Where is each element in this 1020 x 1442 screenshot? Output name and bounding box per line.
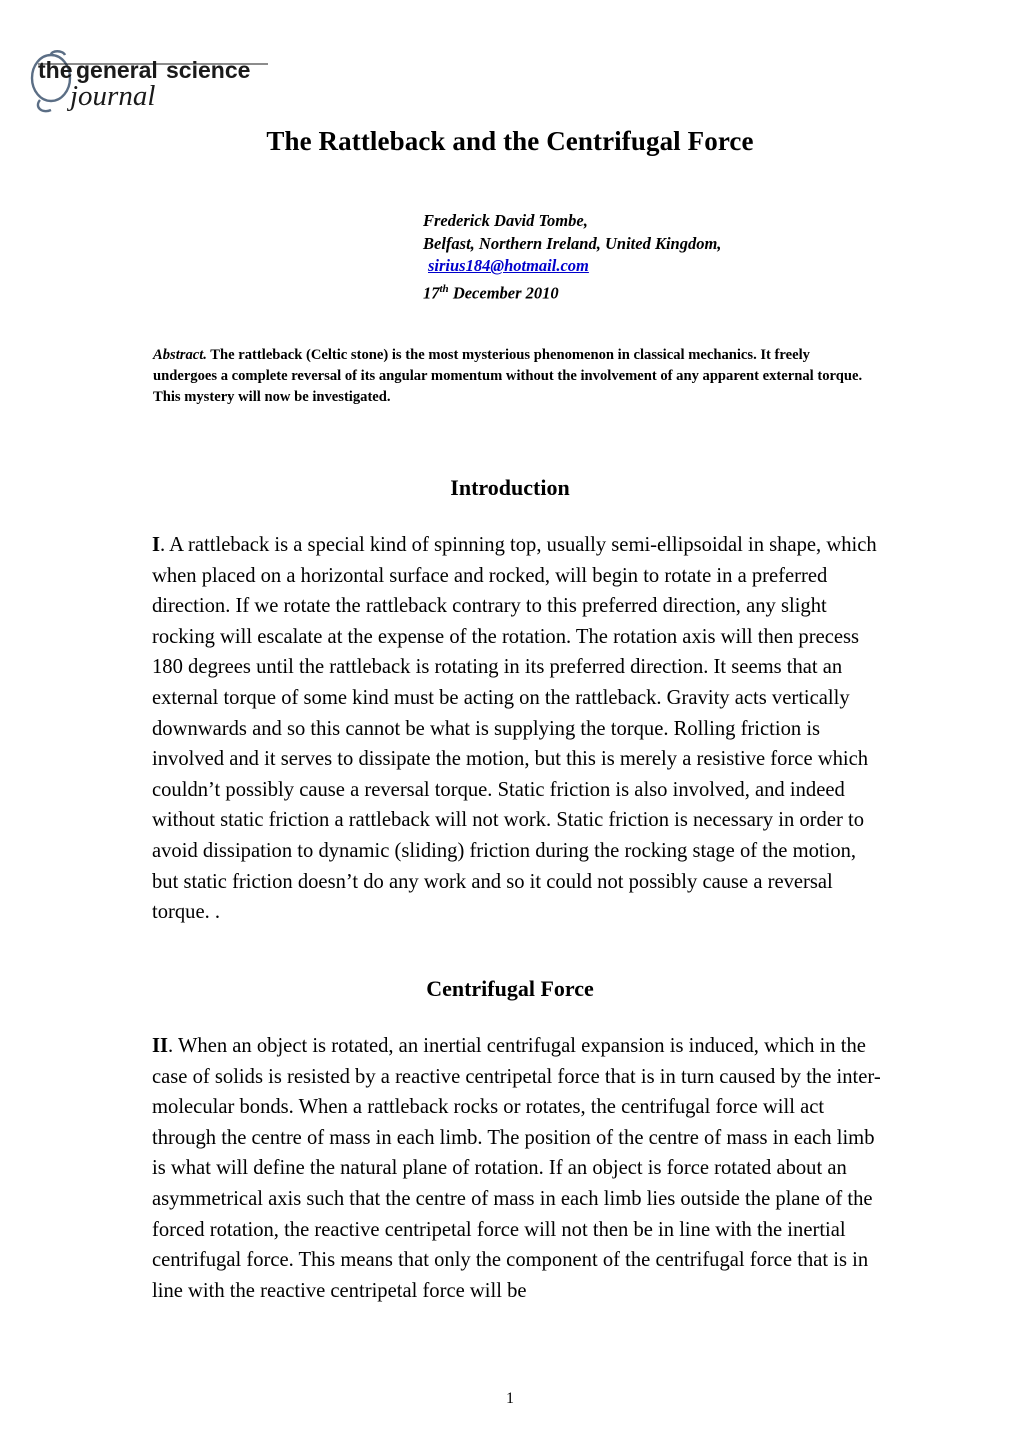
publication-date bbox=[423, 278, 943, 305]
author-email-line bbox=[423, 255, 943, 278]
page-title: The Rattleback and the Centrifugal Force bbox=[266, 126, 754, 156]
abstract-label: Abstract. bbox=[153, 347, 207, 363]
page-number: 1 bbox=[506, 1390, 514, 1407]
section-heading-centrifugal-force: Centrifugal Force bbox=[426, 976, 594, 1001]
abstract-text: The rattleback (Celtic stone) is the most mysterious phenomenon in classical mechanics. It freely undergoes a complete reversal of its angular momentum without the involvement of any apparent external torque. This mystery will now be investigated. bbox=[153, 347, 863, 405]
author-block bbox=[423, 210, 943, 305]
svg-text:journal: journal bbox=[70, 80, 156, 112]
section-body-centrifugal-force bbox=[152, 1031, 887, 1306]
author-email-link[interactable]: sirius184@hotmail.com bbox=[428, 256, 589, 276]
author-name: Frederick David Tombe, bbox=[423, 211, 588, 230]
date-month-year: December 2010 bbox=[448, 283, 559, 303]
paragraph-number-1: I bbox=[152, 534, 161, 556]
section-body-introduction bbox=[152, 530, 887, 928]
svg-text:general: general bbox=[76, 57, 158, 83]
paragraph-number-2: II bbox=[152, 1035, 169, 1057]
section-heading-introduction: Introduction bbox=[450, 475, 570, 500]
svg-text:science: science bbox=[166, 57, 251, 83]
journal-logo bbox=[18, 48, 288, 116]
abstract-paragraph bbox=[153, 345, 871, 408]
author-affiliation: Belfast, Northern Ireland, United Kingdom, bbox=[423, 233, 722, 253]
date-ordinal-suffix: th bbox=[439, 282, 449, 295]
date-day: 17 bbox=[423, 283, 440, 303]
svg-text:the: the bbox=[38, 57, 73, 83]
paragraph-text-1: . A rattleback is a special kind of spinning top, usually semi-ellipsoidal in shape, which when placed on a horizontal surface and rocked, will begin to rotate in a preferred direction. If we rotate the rattleback contrary to this preferred direction, any slight rocking will escalate at the expense of the rotation. The rotation axis will then precess 180 degrees until the rattleback is rotating in its preferred direction. It seems that an external torque of some kind must be acting on the rattleback. Gravity acts vertically downwards and so this cannot be what is supplying the torque. Rolling friction is involved and it serves to dissipate the motion, but this is merely a resistive force which couldn’t possibly cause a reversal torque. Static friction is also involved, and indeed without static friction a rattleback will not work. Static friction is necessary in order to avoid dissipation to dynamic (sliding) friction during the rocking stage of the motion, but static friction doesn’t do any work and so it could not possibly cause a reversal torque. . bbox=[152, 534, 877, 924]
paragraph-text-2: . When an object is rotated, an inertial centrifugal expansion is induced, which in the case of solids is resisted by a reactive centripetal force that is in turn caused by the inter-molecular bonds. When a rattleback rocks or rotates, the centrifugal force will act through the centre of mass in each limb. The position of the centre of mass in each limb is what will define the natural plane of rotation. If an object is force rotated about an asymmetrical axis such that the centre of mass in each limb lies outside the plane of the forced rotation, the reactive centripetal force will not then be in line with the inertial centrifugal force. This means that only the component of the centrifugal force that is in line with the reactive centripetal force will be bbox=[152, 1035, 881, 1302]
